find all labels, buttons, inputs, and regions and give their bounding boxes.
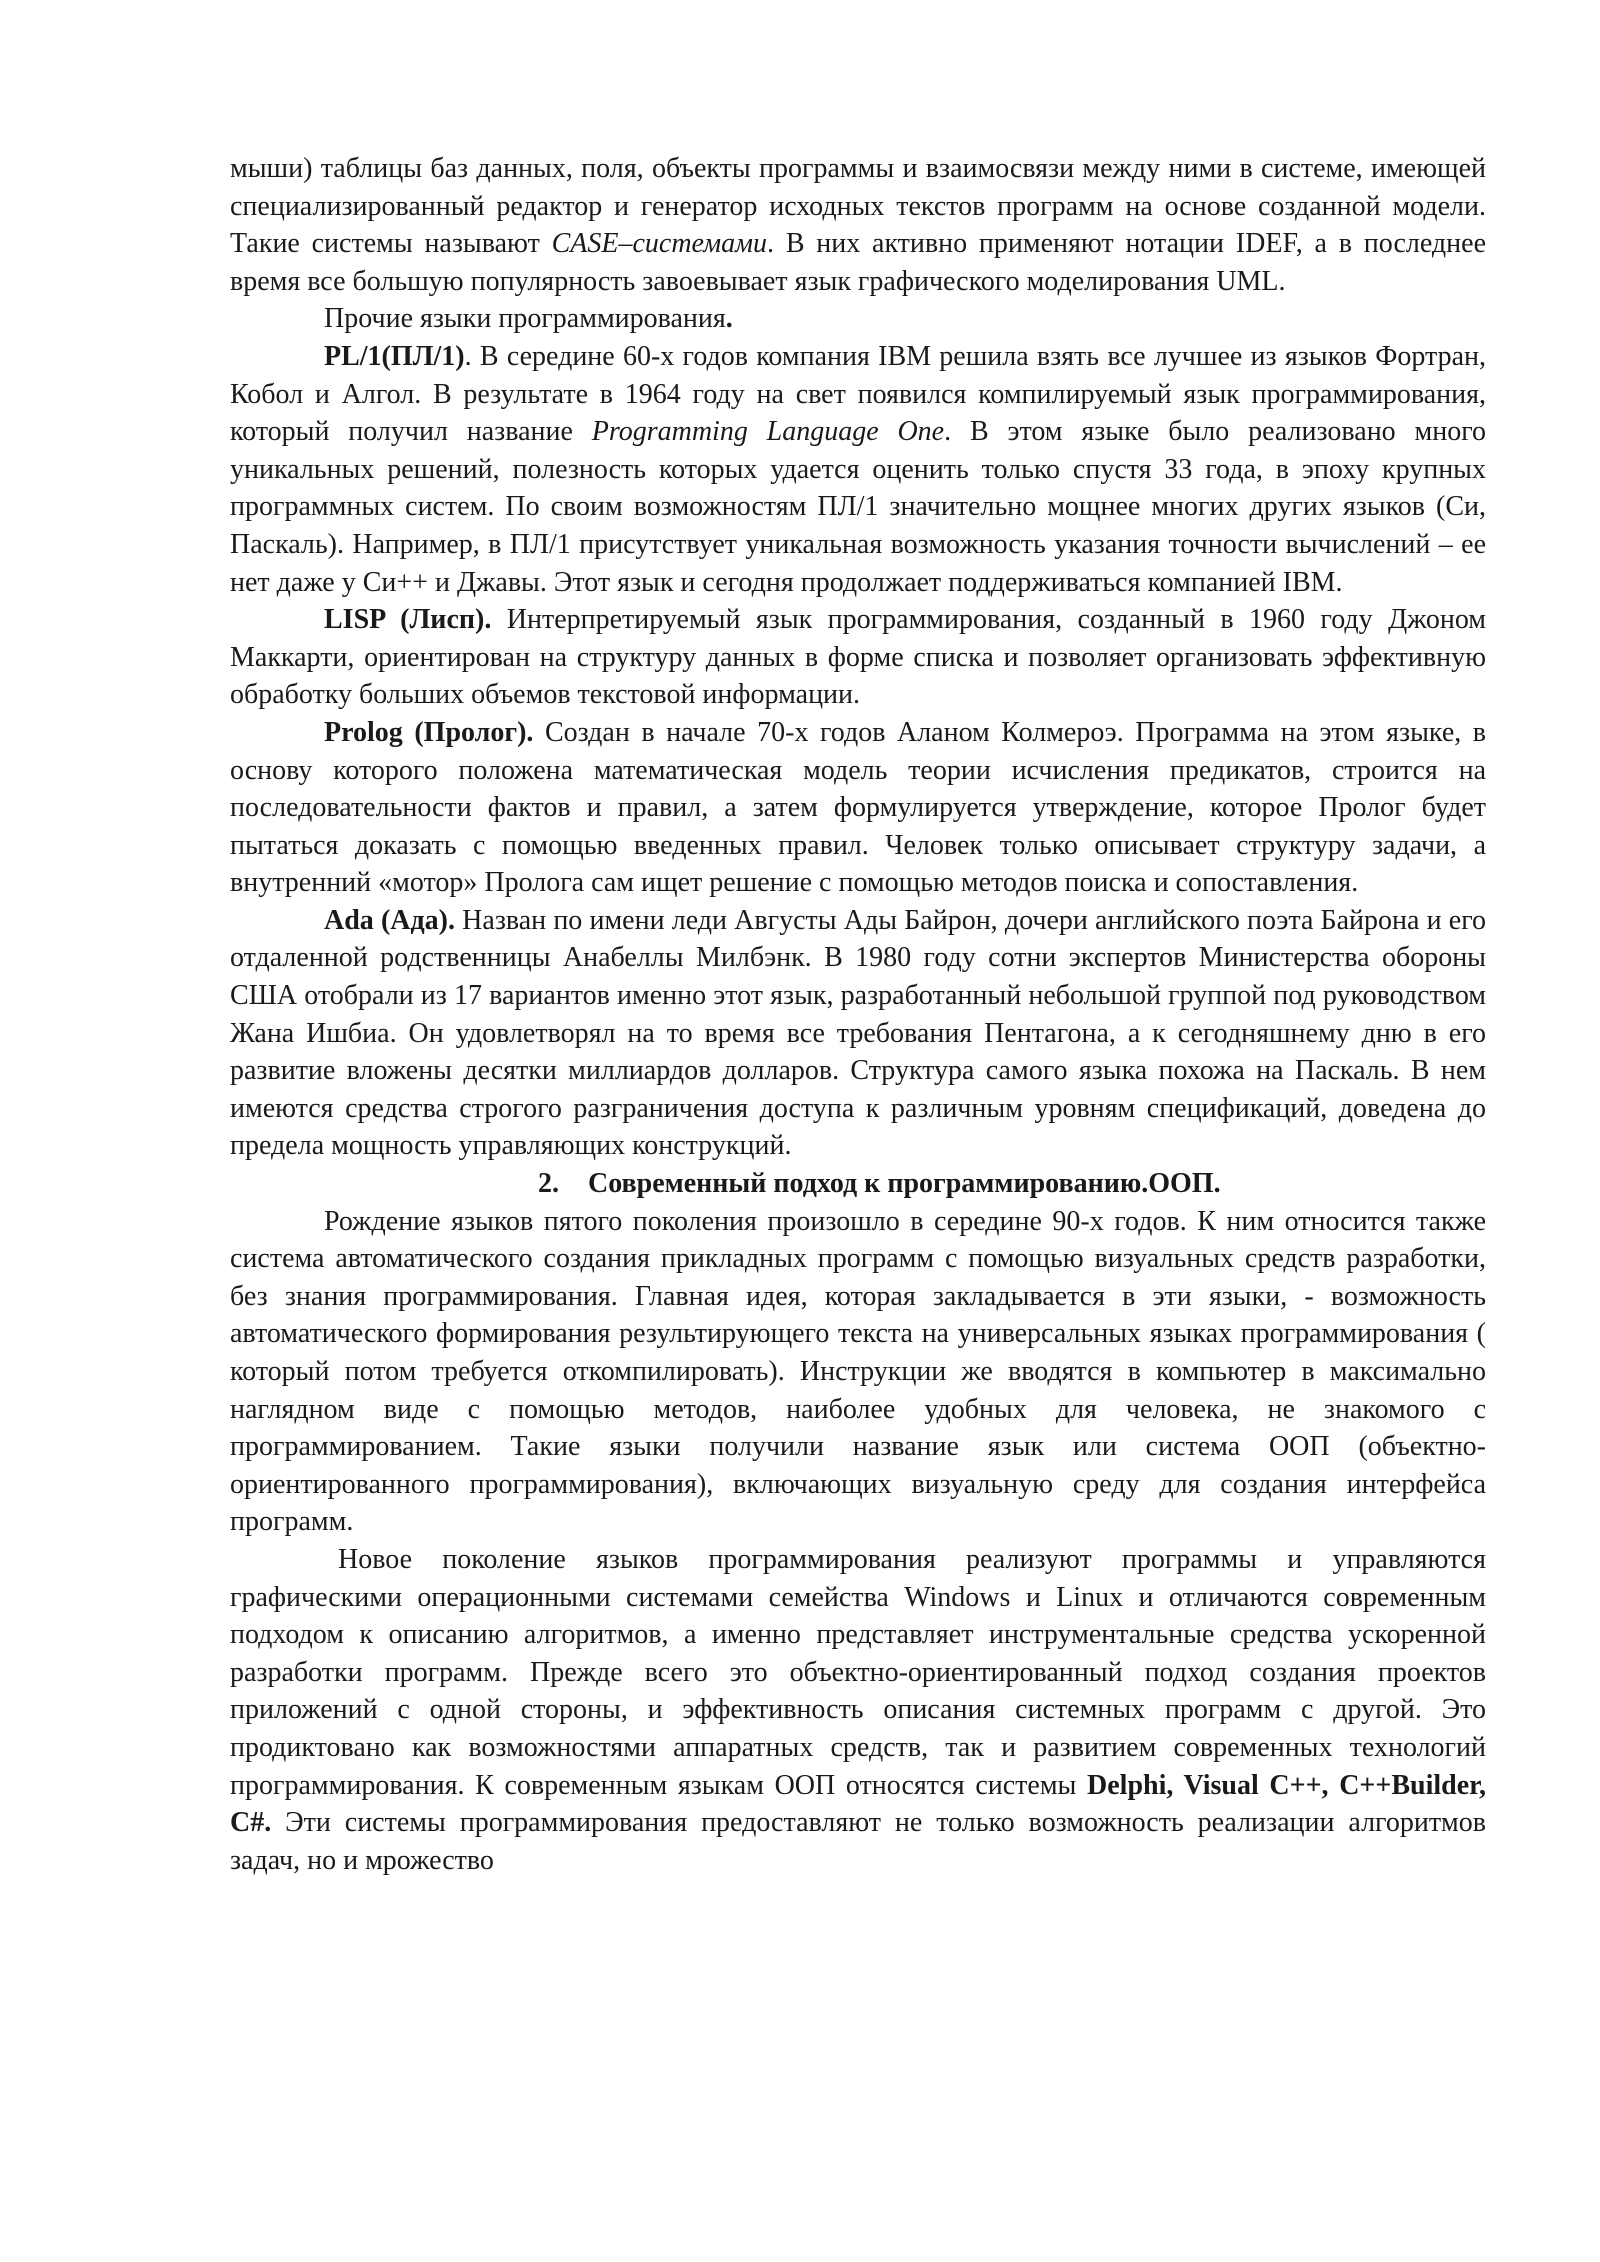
term-ada: Ada (Ада). [324,904,455,936]
paragraph-other-languages [230,300,1486,338]
term-modern-oop-systems: Delphi, Visual C++, C++Builder, C#. [230,1769,1487,1839]
paragraph-fifth-generation [230,1203,1486,1541]
text-run: Новое поколение языков программирования реализуют программы и управляются графическими операционными системами семейства Windows и Linux и отличаются современным подходом к описанию алгоритмов, а именно представляет инструментальные средства ускоренной разработки программ. Прежде всего это объектно-ориентированный подход создания проектов приложений с одной стороны, и эффективность описания системных программ с другой. Это продиктовано как возможностями аппаратных средств, так и развитием современных технологий программирования. К современным языкам ООП относятся системы [230,1543,1486,1801]
term-pl1: PL/1(ПЛ/1) [324,340,465,372]
text-run: Рождение языков пятого поколения произошло в середине 90-х годов. К ним относится также система автоматического создания прикладных программ с помощью визуальных средств разработки, без знания программирования. Главная идея, которая закладывается в эти языки, - возможность автоматического формирования результирующего текста на универсальных языках программирования ( который потом требуется откомпилировать). Инструкции же вводятся в компьютер в максимально наглядном виде с помощью методов, наиболее удобных для человека, не знакомого с программированием. Такие языки получили название язык или система ООП (объектно-ориентированного программирования), включающих визуальную среду для создания интерфейса программ. [230,1205,1486,1538]
text-run: . В середине 60-х годов компания IBM решила взять все лучшее из языков Фортран, Кобол и Алгол. В результате в 1964 году на свет появился компилируемый язык программирования, который получил название [230,340,1486,448]
term-prolog: Prolog (Пролог). [324,716,534,748]
text-run: Прочие языки программирования [324,303,726,335]
paragraph-new-generation [230,1541,1486,1879]
text-run: Создан в начале 70-х годов Аланом Колмероэ. Программа на этом языке, в основу которого положена математическая модель теории исчисления предикатов, строится на последовательности фактов и правил, а затем формулируется утверждение, которое Пролог будет пытаться доказать с помощью введенных правил. Человек только описывает структуру задачи, а внутренний «мотор» Пролога сам ищет решение с помощью методов поиска и сопоставления. [230,716,1487,899]
section-number: 2. [538,1168,559,1200]
text-run: Назван по имени леди Августы Ады Байрон, дочери английского поэта Байрона и его отдаленной родственницы Анабеллы Милбэнк. В 1980 году сотни экспертов Министерства обороны США отобрали из 17 вариантов именно этот язык, разработанный небольшой группой под руководством Жана Ишбиа. Он удовлетворял на то время все требования Пентагона, а к сегодняшнему дню в его развитие вложены десятки миллиардов долларов. Структура самого языка похожа на Паскаль. В нем имеются средства строгого разграничения доступа к различным уровням спецификаций, доведена до предела мощность управляющих конструкций. [230,904,1486,1162]
section-title: Современный подход к программированию.ООП. [588,1168,1221,1200]
emphasis-case-systems: CASE–системами [551,228,768,260]
text-run: Эти системы программирования предоставляют не только возможность реализации алгоритмов задач, но и мрожество [230,1807,1486,1876]
text-run: . В этом языке было реализовано много уникальных решений, полезность которых удается оценить только спустя 33 года, в эпоху крупных программных систем. По своим возможностям ПЛ/1 значительно мощнее многих других языков (Си, Паскаль). Например, в ПЛ/1 присутствует уникальная возможность указания точности вычислений – ее нет даже у Си++ и Джавы. Этот язык и сегодня продолжает поддерживаться компанией IBM. [230,416,1486,598]
text-run: мыши) таблицы баз данных, поля, объекты программы и взаимосвязи между ними в системе, имеющей специализированный редактор и генератор исходных текстов программ на основе созданной модели. Такие системы называют [230,153,1486,260]
paragraph-case-systems [230,150,1486,300]
paragraph-lisp [230,601,1486,714]
term-lisp: LISP (Лисп). [324,604,492,636]
text-run: Интерпретируемый язык программирования, созданный в 1960 году Джоном Маккарти, ориентирован на структуру данных в форме списка и позволяет организовать эффективную обработку больших объемов текстовой информации. [230,604,1486,711]
paragraph-pl1 [230,338,1486,601]
document-page [230,150,1486,1879]
text-run: . В них активно применяют нотации IDEF, а в последнее время все большую популярность завоевывает язык графического моделирования UML. [230,228,1486,297]
emphasis-programming-language-one: Programming Language One [591,416,945,448]
bold-period: . [725,303,733,335]
paragraph-prolog [230,714,1486,902]
paragraph-ada [230,902,1486,1165]
section-heading [230,1165,1486,1203]
